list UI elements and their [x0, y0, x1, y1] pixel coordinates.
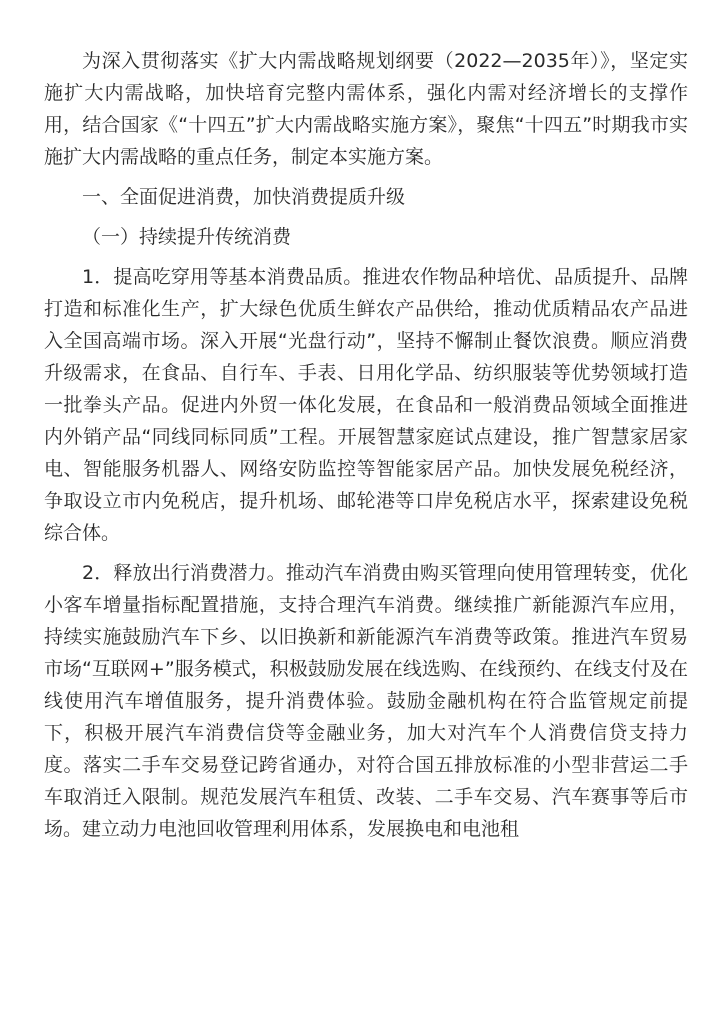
document-body	[44, 0, 688, 845]
subsection-heading: （一）持续提升传统消费	[82, 226, 292, 248]
intro-paragraph: 为深入贯彻落实《扩大内需战略规划纲要（2022—2035年）》，坚定实施扩大内需战略，加快培育完整内需体系，强化内需对经济增长的支撑作用，结合国家《“十四五”扩大内需战略实施方案》，聚焦“十四五”时期我市实施扩大内需战略的重点任务，制定本实施方案。	[44, 50, 688, 168]
item-paragraph-2: 2．释放出行消费潜力。推动汽车消费由购买管理向使用管理转变，优化小客车增量指标配置措施，支持合理汽车消费。继续推广新能源汽车应用，持续实施鼓励汽车下乡、以旧换新和新能源汽车消费等政策。推进汽车贸易市场“互联网+”服务模式，积极鼓励发展在线选购、在线预约、在线支付及在线使用汽车增值服务，提升消费体验。鼓励金融机构在符合监管规定前提下，积极开展汽车消费信贷等金融业务，加大对汽车个人消费信贷支持力度。落实二手车交易登记跨省通办，对符合国五排放标准的小型非营运二手车取消迁入限制。规范发展汽车租赁、改装、二手车交易、汽车赛事等后市场。建立动力电池回收管理利用体系，发展换电和电池租	[44, 562, 688, 840]
item-paragraph-1: 1．提高吃穿用等基本消费品质。推进农作物品种培优、品质提升、品牌打造和标准化生产，扩大绿色优质生鲜农产品供给，推动优质精品农产品进入全国高端市场。深入开展“光盘行动”，坚持不懈制止餐饮浪费。顺应消费升级需求，在食品、自行车、手表、日用化学品、纺织服装等优势领域打造一批拳头产品。促进内外贸一体化发展，在食品和一般消费品领域全面推进内外销产品“同线同标同质”工程。开展智慧家庭试点建设，推广智慧家居家电、智能服务机器人、网络安防监控等智能家居产品。加快发展免税经济，争取设立市内免税店，提升机场、邮轮港等口岸免税店水平，探索建设免税综合体。	[44, 266, 688, 544]
section-heading: 一、全面促进消费，加快消费提质升级	[82, 186, 406, 208]
